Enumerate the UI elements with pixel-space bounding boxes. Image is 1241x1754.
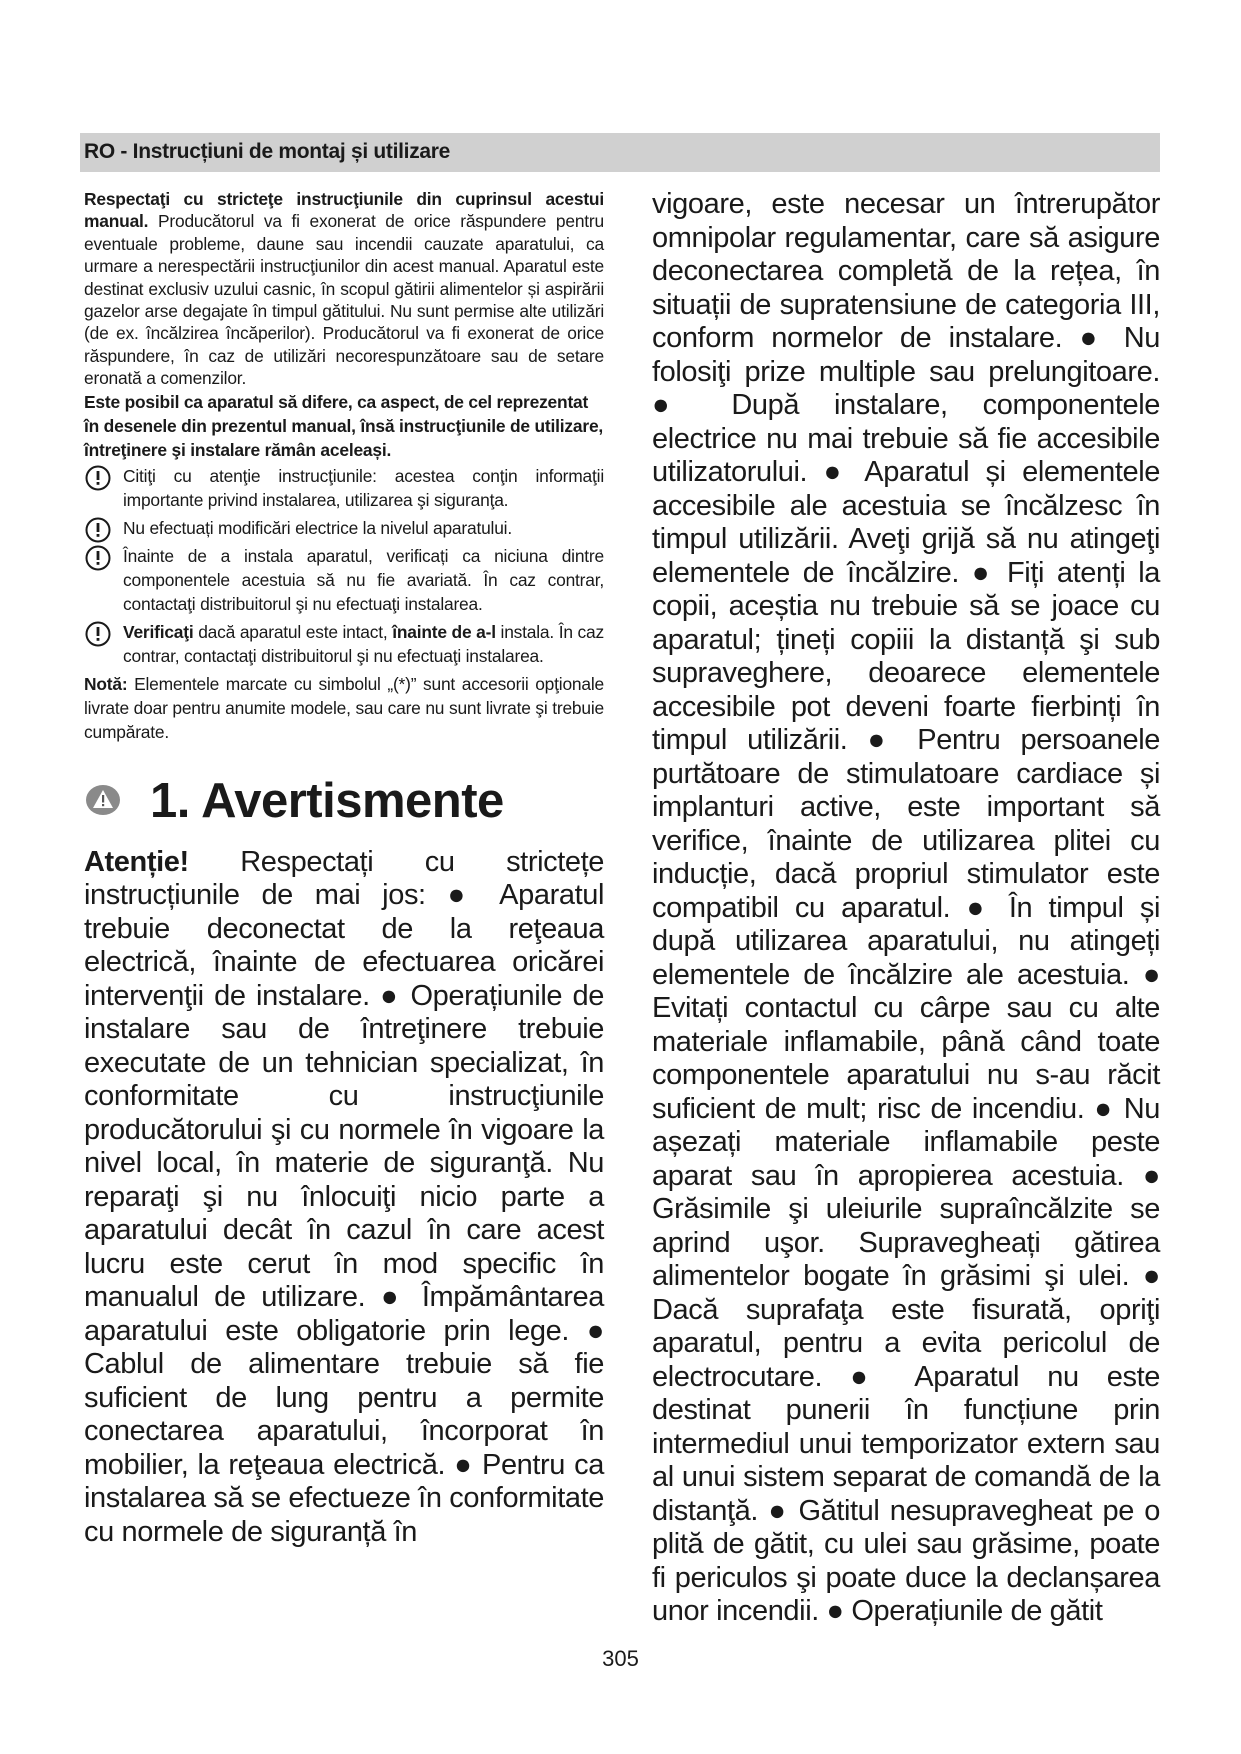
info-circle-icon xyxy=(84,516,112,544)
right-column xyxy=(652,188,1160,1629)
page-header-title: RO - Instrucțiuni de montaj și utilizare xyxy=(84,140,451,163)
warning-item xyxy=(84,516,604,540)
warning-text: dacă aparatul este intact, xyxy=(193,621,393,642)
section-heading xyxy=(84,770,604,832)
info-circle-icon xyxy=(84,620,112,648)
note-paragraph xyxy=(84,672,604,744)
warning-item xyxy=(84,544,604,616)
note-label: Notă: xyxy=(84,673,128,694)
intro-lead-bold: Respectaţi cu stricteţe instrucţiunile din cuprinsul acestui manual. xyxy=(84,189,604,232)
warning-text: Înainte de a instala aparatul, verificați ca niciuna dintre componentele acestuia să nu fie avariată. În caz contrar, contactaţi distribuitorul şi nu efectuaţi instalarea. xyxy=(123,545,604,614)
header-band xyxy=(80,133,1160,172)
appearance-notice: Este posibil ca aparatul să difere, ca aspect, de cel reprezentat în desenele din prezentul manual, însă instrucţiunile de utilizare, întreţinere şi instalare rămân aceleași. xyxy=(84,391,604,460)
warnings-list xyxy=(84,464,604,668)
warnings-body-left xyxy=(84,846,604,1550)
attention-label: Atenție! xyxy=(84,845,189,878)
warning-bold-before: înainte de a-l xyxy=(392,621,496,642)
info-circle-icon xyxy=(84,544,112,572)
warning-triangle-icon xyxy=(85,784,121,816)
warning-bold-verify: Verificaţi xyxy=(123,621,194,642)
warning-text: Citiţi cu atenţie instrucţiunile: acestea conţin informaţii importante privind instalarea, utilizarea şi siguranţa. xyxy=(123,465,604,510)
warning-text: Nu efectuați modificări electrice la nivelul aparatului. xyxy=(123,517,512,538)
section-title: 1. Avertismente xyxy=(150,773,504,828)
intro-paragraph xyxy=(84,188,604,390)
warning-text: instala. În caz contrar, contactaţi distribuitorul şi nu efectuaţi instalarea. xyxy=(123,621,604,666)
warning-item xyxy=(84,464,604,512)
warnings-text-left: Respectați cu strictețe instrucțiunile de mai jos: ● Aparatul trebuie deconectat de la reţeaua electrică, înainte de efectuarea oricărei intervenţii de instalare. ● Operațiunile de instalare sau de întreţinere trebuie executate de un tehnician specializat, în conformitate cu instrucţiunile producătorului şi cu normele în vigoare la nivel local, în materie de siguranţă. Nu reparaţi şi nu înlocuiţi nicio parte a aparatului decât în cazul în care acest lucru este cerut în mod specific în manualul de utilizare. ● Împământarea aparatului este obligatorie prin lege. ● Cablul de alimentare trebuie să fie suficient de lung pentru a permite conectarea aparatului, încorporat în mobilier, la reţeaua electrică. ● Pentru ca instalarea să se efectueze în conformitate cu normele de siguranță în xyxy=(84,845,604,1548)
info-circle-icon xyxy=(84,464,112,492)
intro-text: Producătorul va fi exonerat de orice răspundere pentru eventuale probleme, daune sau incendii cauzate aparatului, ca urmare a nerespectării instrucţiunilor din acest manual. Aparatul este destinat exclusiv uzului casnic, în scopul gătirii alimentelor și aspirării gazelor arse degajate în timpul gătitului. Nu sunt permise alte utilizări (de ex. încălzirea încăperilor). Producătorul va fi exonerat de orice răspundere, în caz de utilizări necorespunzătoare sau de setare eronată a comenzilor. xyxy=(84,211,604,389)
page-number: 305 xyxy=(602,1646,639,1671)
note-text: Elementele marcate cu simbolul „(*)” sunt accesorii opţionale livrate doar pentru anumite modele, sau care nu sunt livrate şi trebuie cumpărate. xyxy=(84,673,604,742)
warnings-body-right: vigoare, este necesar un întrerupător omnipolar regulamentar, care să asigure deconectarea completă de la rețea, în situații de supratensiune de categoria III, conform normelor de instalare. ● Nu folosiţi prize multiple sau prelungitoare. ● După instalare, componentele electrice nu mai trebuie să fie accesibile utilizatorului. ● Aparatul și elementele accesibile ale acestuia se încălzesc în timpul utilizării. Aveţi grijă să nu atingeţi elementele de încălzire. ● Fiți atenți la copii, aceștia nu trebuie să se joace cu aparatul; țineți copiii la distanță şi sub supraveghere, deoarece elementele accesibile pot deveni foarte fierbinți în timpul utilizării. ● Pentru persoanele purtătoare de stimulatoare cardiace și implanturi active, este important să verifice, înainte de utilizarea plitei cu inducție, dacă propriul stimulator este compatibil cu aparatul. ● În timpul și după utilizarea aparatului, nu atingeți elementele de încălzire ale acestuia. ● Evitați contactul cu cârpe sau cu alte materiale inflamabile, până când toate componentele aparatului nu s-au răcit suficient de mult; risc de incendiu. ● Nu așezați materiale inflamabile peste aparat sau în apropierea acestuia. ● Grăsimile şi uleiurile supraîncălzite se aprind uşor. Supravegheați gătirea alimentelor bogate în grăsimi şi ulei. ● Dacă suprafaţa este fisurată, opriţi aparatul, pentru a evita pericolul de electrocutare. ● Aparatul nu este destinat punerii în funcțiune prin intermediul unui temporizator extern sau al unui sistem separat de comandă de la distanţă. ● Gătitul nesupravegheat pe o plită de gătit, cu ulei sau grăsime, poate fi periculos şi poate duce la declanșarea unor incendii. ● Operațiunile de gătit xyxy=(652,188,1160,1627)
warning-item xyxy=(84,620,604,668)
left-column xyxy=(84,188,604,1549)
